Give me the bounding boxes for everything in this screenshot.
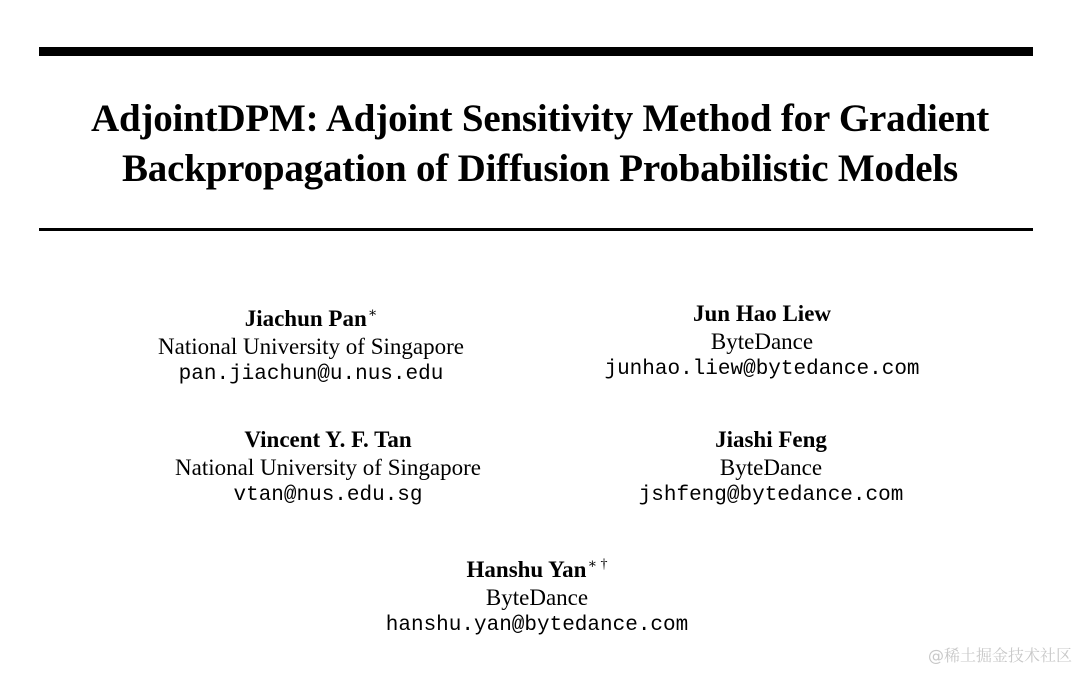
author-name-line — [386, 551, 688, 584]
author-email: jshfeng@bytedance.com — [638, 484, 904, 507]
author-affiliation: ByteDance — [485, 585, 589, 610]
author-footnote-mark: ∗ — [367, 306, 378, 321]
author-affiliation: ByteDance — [719, 455, 823, 480]
author-affiliation: ByteDance — [710, 329, 814, 354]
author-name: Jiachun Pan — [244, 306, 367, 331]
author-name: Jiashi Feng — [715, 427, 827, 452]
author-email: pan.jiachun@u.nus.edu — [178, 363, 444, 386]
author-name-line — [175, 426, 481, 454]
author-name: Hanshu Yan — [466, 557, 587, 582]
author-name-line — [158, 300, 464, 333]
top-rule — [39, 47, 1033, 56]
author-footnote-mark: ∗ † — [587, 557, 608, 572]
author-block — [639, 426, 904, 510]
author-affiliation: National University of Singapore — [175, 455, 481, 480]
author-name: Jun Hao Liew — [692, 301, 832, 326]
author-affiliation: National University of Singapore — [158, 334, 464, 359]
author-name: Vincent Y. F. Tan — [244, 427, 412, 452]
author-name-line — [639, 426, 904, 454]
watermark: @稀土掘金技术社区 — [927, 646, 1072, 665]
author-block — [158, 300, 464, 389]
author-block — [386, 551, 688, 640]
title-line-1: AdjointDPM: Adjoint Sensitivity Method for Gradient — [91, 97, 989, 140]
author-block — [175, 426, 481, 510]
author-email: hanshu.yan@bytedance.com — [385, 614, 689, 637]
author-email: vtan@nus.edu.sg — [233, 484, 423, 507]
bottom-rule — [39, 228, 1033, 231]
author-name-line — [604, 300, 919, 328]
author-block — [604, 300, 919, 384]
title-line-2: Backpropagation of Diffusion Probabilistic Models — [121, 147, 958, 190]
paper-title — [0, 94, 1080, 194]
author-email: junhao.liew@bytedance.com — [604, 358, 920, 381]
